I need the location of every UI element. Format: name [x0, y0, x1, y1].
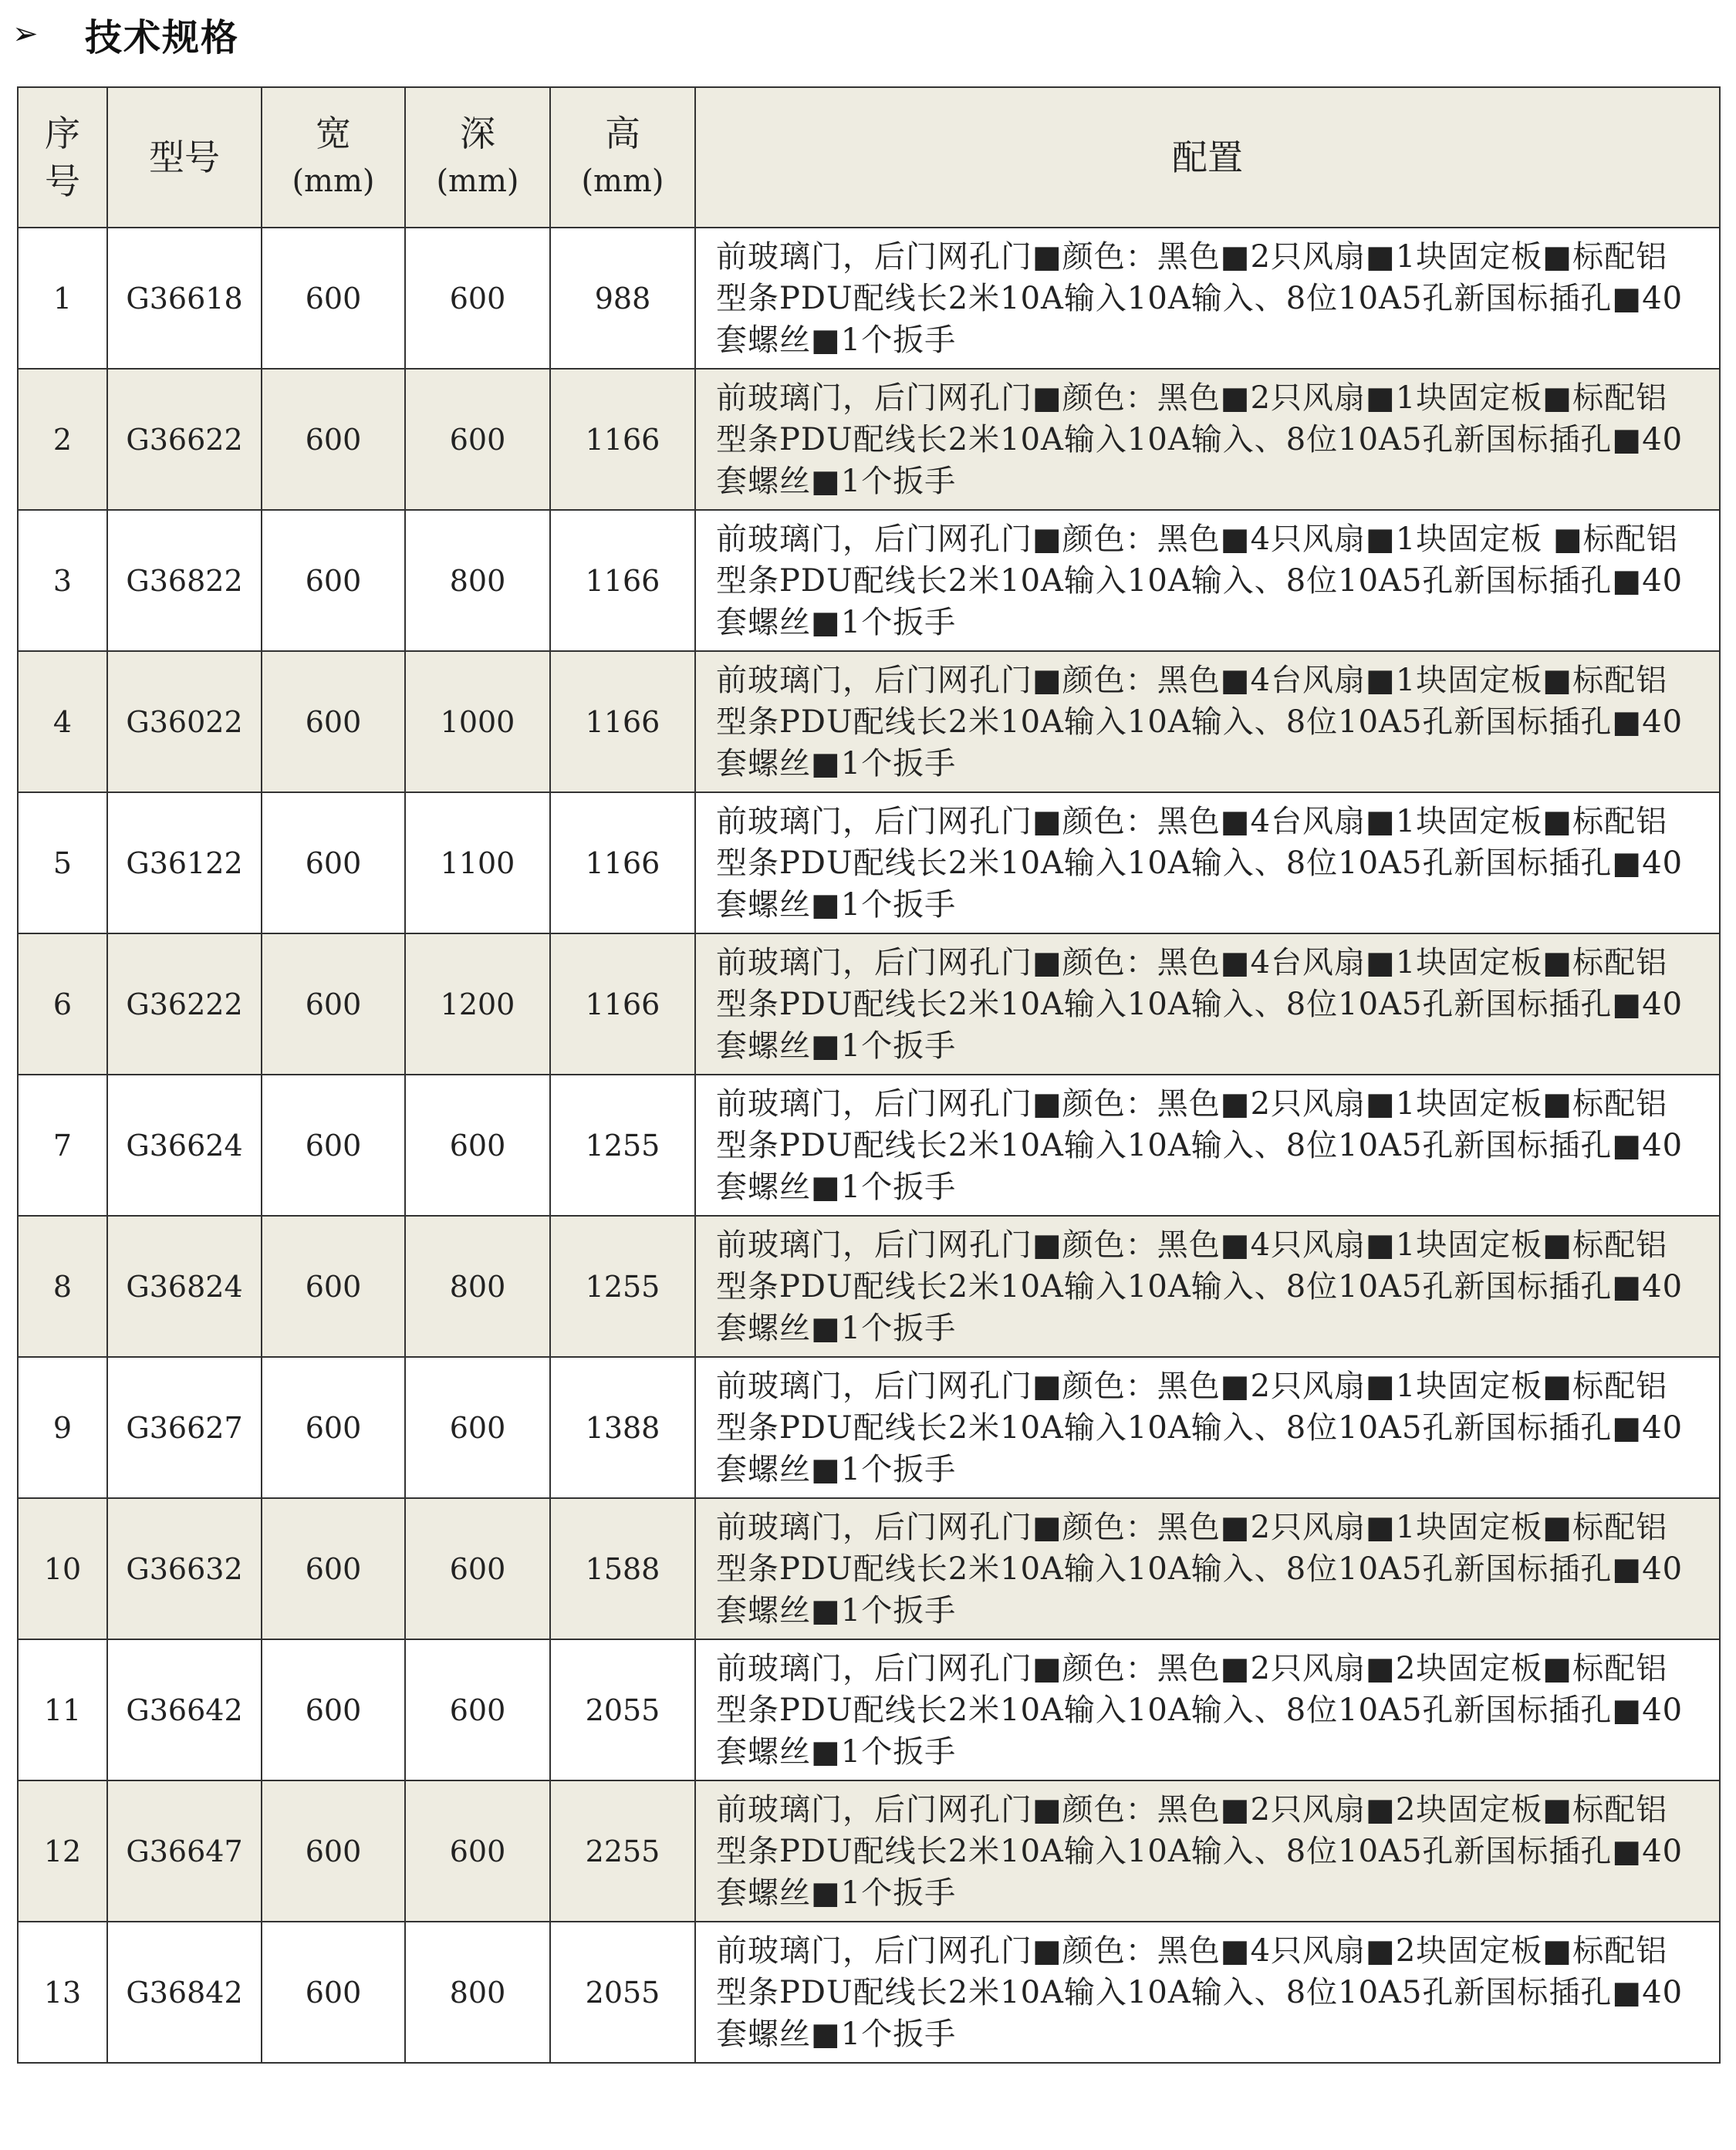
table-row	[18, 651, 1720, 792]
cell-config: 前玻璃门，后门网孔门■颜色：黑色■2只风扇■2块固定板■标配铝型条PDU配线长2米10A输入10A输入、8位10A5孔新国标插孔■40套螺丝■1个扳手	[695, 1780, 1720, 1922]
table-row	[18, 1639, 1720, 1780]
cell-height: 2055	[550, 1639, 695, 1780]
header-height-label: 高	[605, 113, 640, 154]
cell-index: 6	[18, 933, 107, 1075]
cell-height: 1166	[550, 933, 695, 1075]
cell-height: 1388	[550, 1357, 695, 1498]
table-row	[18, 1780, 1720, 1922]
cell-config: 前玻璃门，后门网孔门■颜色：黑色■4台风扇■1块固定板■标配铝型条PDU配线长2米10A输入10A输入、8位10A5孔新国标插孔■40套螺丝■1个扳手	[695, 933, 1720, 1075]
cell-model: G36642	[107, 1639, 262, 1780]
cell-width: 600	[262, 933, 405, 1075]
header-width	[262, 87, 405, 228]
cell-model: G36222	[107, 933, 262, 1075]
cell-width: 600	[262, 792, 405, 933]
cell-depth: 600	[405, 1780, 550, 1922]
cell-height: 1166	[550, 651, 695, 792]
cell-height: 1255	[550, 1216, 695, 1357]
cell-model: G36647	[107, 1780, 262, 1922]
cell-index: 12	[18, 1780, 107, 1922]
cell-height: 1166	[550, 792, 695, 933]
cell-config: 前玻璃门，后门网孔门■颜色：黑色■2只风扇■1块固定板■标配铝型条PDU配线长2米10A输入10A输入、8位10A5孔新国标插孔■40套螺丝■1个扳手	[695, 228, 1720, 369]
cell-config: 前玻璃门，后门网孔门■颜色：黑色■2只风扇■1块固定板■标配铝型条PDU配线长2米10A输入10A输入、8位10A5孔新国标插孔■40套螺丝■1个扳手	[695, 369, 1720, 510]
cell-depth: 600	[405, 1357, 550, 1498]
cell-index: 8	[18, 1216, 107, 1357]
cell-model: G36022	[107, 651, 262, 792]
header-depth-label: 深	[460, 113, 495, 154]
table-row	[18, 228, 1720, 369]
cell-model: G36122	[107, 792, 262, 933]
header-height-unit: (mm)	[581, 164, 664, 199]
cell-index: 7	[18, 1075, 107, 1216]
cell-height: 1588	[550, 1498, 695, 1639]
cell-depth: 1200	[405, 933, 550, 1075]
cell-height: 1166	[550, 369, 695, 510]
header-model: 型号	[107, 87, 262, 228]
cell-depth: 600	[405, 369, 550, 510]
table-row	[18, 1357, 1720, 1498]
header-height	[550, 87, 695, 228]
cell-index: 2	[18, 369, 107, 510]
header-index: 序号	[18, 87, 107, 228]
cell-depth: 1000	[405, 651, 550, 792]
cell-config: 前玻璃门，后门网孔门■颜色：黑色■4台风扇■1块固定板■标配铝型条PDU配线长2米10A输入10A输入、8位10A5孔新国标插孔■40套螺丝■1个扳手	[695, 792, 1720, 933]
cell-config: 前玻璃门，后门网孔门■颜色：黑色■2只风扇■1块固定板■标配铝型条PDU配线长2米10A输入10A输入、8位10A5孔新国标插孔■40套螺丝■1个扳手	[695, 1357, 1720, 1498]
cell-depth: 600	[405, 1639, 550, 1780]
cell-config: 前玻璃门，后门网孔门■颜色：黑色■4只风扇■2块固定板■标配铝型条PDU配线长2米10A输入10A输入、8位10A5孔新国标插孔■40套螺丝■1个扳手	[695, 1922, 1720, 2063]
cell-depth: 800	[405, 1922, 550, 2063]
cell-depth: 800	[405, 510, 550, 651]
header-config: 配置	[695, 87, 1720, 228]
cell-model: G36627	[107, 1357, 262, 1498]
table-row	[18, 792, 1720, 933]
header-depth	[405, 87, 550, 228]
cell-height: 988	[550, 228, 695, 369]
cell-model: G36842	[107, 1922, 262, 2063]
table-row	[18, 1075, 1720, 1216]
cell-depth: 1100	[405, 792, 550, 933]
table-row	[18, 1498, 1720, 1639]
cell-width: 600	[262, 1780, 405, 1922]
cell-config: 前玻璃门，后门网孔门■颜色：黑色■2只风扇■1块固定板■标配铝型条PDU配线长2米10A输入10A输入、8位10A5孔新国标插孔■40套螺丝■1个扳手	[695, 1498, 1720, 1639]
table-row	[18, 1922, 1720, 2063]
cell-index: 3	[18, 510, 107, 651]
cell-index: 4	[18, 651, 107, 792]
header-width-label: 宽	[316, 113, 351, 154]
section-title: 技术规格	[85, 15, 240, 59]
cell-model: G36624	[107, 1075, 262, 1216]
cell-height: 1255	[550, 1075, 695, 1216]
cell-width: 600	[262, 1216, 405, 1357]
arrow-bullet-icon: ➢	[12, 16, 39, 52]
spec-table	[17, 86, 1721, 2064]
cell-index: 5	[18, 792, 107, 933]
cell-index: 9	[18, 1357, 107, 1498]
header-depth-unit: (mm)	[436, 164, 519, 199]
cell-index: 10	[18, 1498, 107, 1639]
cell-index: 1	[18, 228, 107, 369]
cell-width: 600	[262, 369, 405, 510]
section-heading	[12, 6, 239, 62]
cell-model: G36622	[107, 369, 262, 510]
cell-depth: 800	[405, 1216, 550, 1357]
cell-width: 600	[262, 510, 405, 651]
cell-width: 600	[262, 1639, 405, 1780]
cell-index: 11	[18, 1639, 107, 1780]
cell-width: 600	[262, 1922, 405, 2063]
cell-height: 2055	[550, 1922, 695, 2063]
cell-config: 前玻璃门，后门网孔门■颜色：黑色■4只风扇■1块固定板 ■标配铝型条PDU配线长2米10A输入10A输入、8位10A5孔新国标插孔■40套螺丝■1个扳手	[695, 510, 1720, 651]
cell-index: 13	[18, 1922, 107, 2063]
cell-config: 前玻璃门，后门网孔门■颜色：黑色■4台风扇■1块固定板■标配铝型条PDU配线长2米10A输入10A输入、8位10A5孔新国标插孔■40套螺丝■1个扳手	[695, 651, 1720, 792]
cell-width: 600	[262, 228, 405, 369]
cell-depth: 600	[405, 228, 550, 369]
header-width-unit: (mm)	[292, 164, 375, 199]
cell-config: 前玻璃门，后门网孔门■颜色：黑色■2只风扇■1块固定板■标配铝型条PDU配线长2米10A输入10A输入、8位10A5孔新国标插孔■40套螺丝■1个扳手	[695, 1075, 1720, 1216]
table-row	[18, 933, 1720, 1075]
cell-model: G36618	[107, 228, 262, 369]
cell-width: 600	[262, 1357, 405, 1498]
table-header-row	[18, 87, 1720, 228]
cell-width: 600	[262, 1498, 405, 1639]
cell-depth: 600	[405, 1075, 550, 1216]
table-row	[18, 510, 1720, 651]
cell-width: 600	[262, 1075, 405, 1216]
cell-width: 600	[262, 651, 405, 792]
table-row	[18, 369, 1720, 510]
cell-height: 2255	[550, 1780, 695, 1922]
cell-model: G36632	[107, 1498, 262, 1639]
cell-depth: 600	[405, 1498, 550, 1639]
cell-height: 1166	[550, 510, 695, 651]
cell-model: G36824	[107, 1216, 262, 1357]
table-row	[18, 1216, 1720, 1357]
cell-model: G36822	[107, 510, 262, 651]
cell-config: 前玻璃门，后门网孔门■颜色：黑色■4只风扇■1块固定板■标配铝型条PDU配线长2米10A输入10A输入、8位10A5孔新国标插孔■40套螺丝■1个扳手	[695, 1216, 1720, 1357]
cell-config: 前玻璃门，后门网孔门■颜色：黑色■2只风扇■2块固定板■标配铝型条PDU配线长2米10A输入10A输入、8位10A5孔新国标插孔■40套螺丝■1个扳手	[695, 1639, 1720, 1780]
